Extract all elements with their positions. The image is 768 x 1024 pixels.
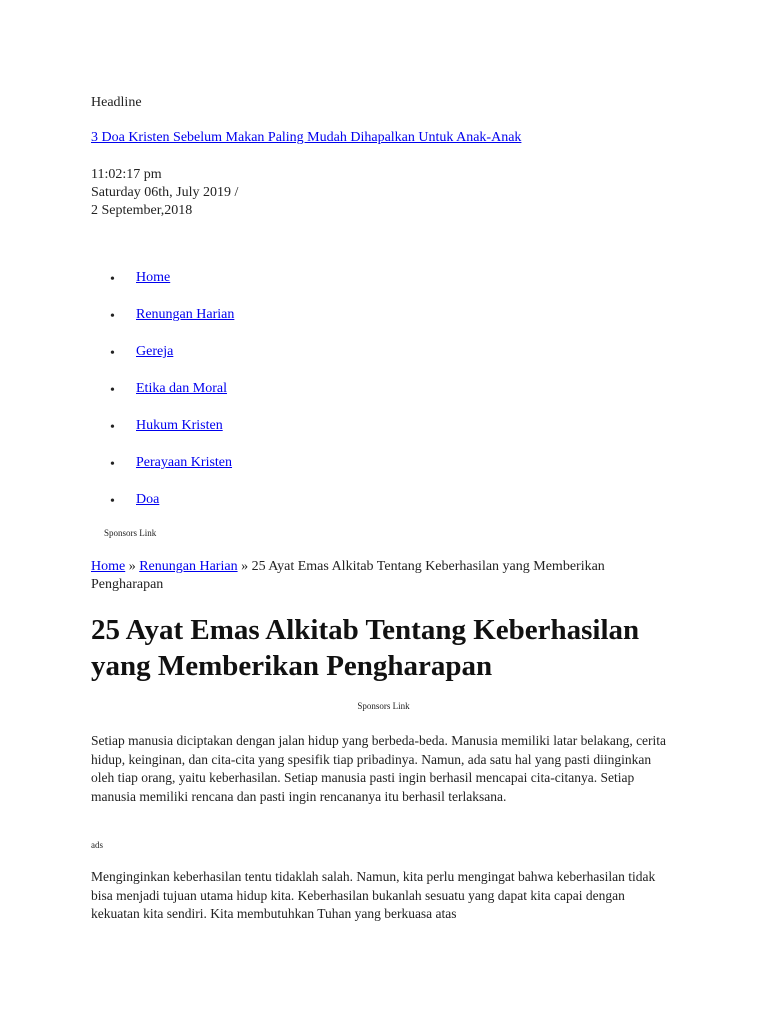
bullet-icon: • xyxy=(110,309,115,324)
nav-link-etika-dan-moral[interactable]: Etika dan Moral xyxy=(136,381,227,396)
sponsors-link-label: Sponsors Link xyxy=(357,701,410,711)
nav-link-doa[interactable]: Doa xyxy=(136,492,160,507)
published-date: 2 September,2018 xyxy=(91,203,193,218)
headline-link[interactable]: 3 Doa Kristen Sebelum Makan Paling Mudah Dihapalkan Untuk Anak-Anak xyxy=(91,130,522,145)
article-paragraph: Setiap manusia diciptakan dengan jalan hidup yang berbeda-beda. Manusia memiliki latar belakang, cerita hidup, keinginan, dan cita-cita yang spesifik tiap pribadinya. Namun, ada satu hal yang pasti diinginkan oleh tiap orang, yaitu keberhasilan. Setiap manusia pasti ingin berhasil mencapai cita-citanya. Setiap manusia memiliki rencana dan pasti ingin rencananya itu berhasil terlaksana. xyxy=(91,733,667,804)
breadcrumb-current: 25 Ayat Emas Alkitab Tentang Keberhasilan yang Memberikan Pengharapan xyxy=(91,559,605,592)
bullet-icon: • xyxy=(110,383,115,398)
sponsors-link-label: Sponsors Link xyxy=(104,528,157,538)
article-title: 25 Ayat Emas Alkitab Tentang Keberhasilan yang Memberikan Pengharapan xyxy=(91,614,640,682)
breadcrumb xyxy=(91,558,661,594)
date-time-block xyxy=(91,166,238,220)
nav-link-perayaan-kristen[interactable]: Perayaan Kristen xyxy=(136,455,233,470)
bullet-icon: • xyxy=(110,346,115,361)
bullet-icon: • xyxy=(110,420,115,435)
bullet-icon: • xyxy=(110,494,115,509)
breadcrumb-home-link[interactable]: Home xyxy=(91,559,126,574)
ads-label: ads xyxy=(91,840,103,850)
current-date: Saturday 06th, July 2019 / xyxy=(91,185,239,200)
current-time: 11:02:17 pm xyxy=(91,167,162,182)
nav-link-gereja[interactable]: Gereja xyxy=(136,344,174,359)
bullet-icon: • xyxy=(110,272,115,287)
nav-link-renungan-harian[interactable]: Renungan Harian xyxy=(136,307,235,322)
bullet-icon: • xyxy=(110,457,115,472)
nav-link-hukum-kristen[interactable]: Hukum Kristen xyxy=(136,418,223,433)
article-paragraph: Menginginkan keberhasilan tentu tidaklah salah. Namun, kita perlu mengingat bahwa keberhasilan tidak bisa menjadi tujuan utama hidup kita. Keberhasilan bukanlah sesuatu yang dapat kita capai dengan kekuatan kita sendiri. Kita membutuhkan Tuhan yang berkuasa atas xyxy=(91,869,656,922)
breadcrumb-separator: » xyxy=(125,559,140,574)
breadcrumb-category-link[interactable]: Renungan Harian xyxy=(139,559,238,574)
headline-label: Headline xyxy=(91,95,142,110)
nav-link-home[interactable]: Home xyxy=(136,270,171,285)
breadcrumb-separator: » xyxy=(237,559,252,574)
